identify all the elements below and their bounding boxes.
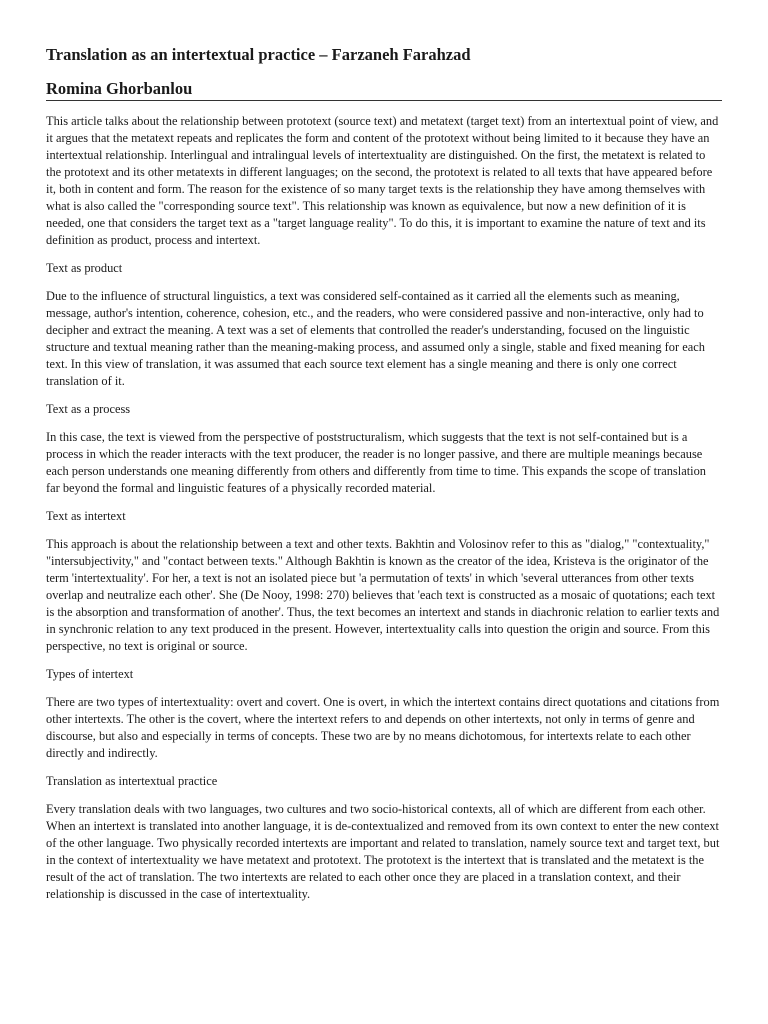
paragraph-text-as-intertext: This approach is about the relationship between a text and other texts. Bakhtin and Volosinov refer to this as "dialog," "contextuality," "intersubjectivity," and "contact between texts." Although Bakhtin is known as the creator of the idea, Kristeva is the originator of the term 'intertextuality'. For her, a text is not an isolated piece but 'a permutation of texts' in which 'several utterances from other texts overlap and neutralize each other'. She (De Nooy, 1998: 270) believes that 'each text is constructed as a mosaic of quotations; each text is the absorption and transformation of another'. Thus, the text becomes an intertext and stands in diachronic relation to earlier texts and in synchronic relation to any text produced in the present. However, intertextuality calls into question the origin and source. From this perspective, no text is original or source. <box>46 537 720 653</box>
paragraph-intro: This article talks about the relationship between prototext (source text) and metatext (target text) from an intertextual point of view, and it argues that the metatext repeats and replicates the form and content of the prototext without being limited to it because they have an intertextual relationship. Interlingual and intralingual levels of intertextuality are distinguished. On the first, the metatext is related to the prototext and its other metatexts in different languages; on the second, the prototext is related to all texts that have appeared before it, both in content and form. The reason for the existence of so many target texts is the relationship they have among themselves with what is also called the "corresponding source text". This relationship was known as equivalence, but now a new definition of it is needed, one that considers the target text as a "target language reality". To do this, it is important to examine the nature of text and its definition as product, process and intertext. <box>46 114 719 247</box>
paragraph-text-as-product: Due to the influence of structural linguistics, a text was considered self-contained as it carried all the elements such as meaning, message, author's intention, coherence, cohesion, etc., and the readers, who were considered passive and non-interactive, only had to decipher and extract the meaning. A text was a set of elements that controlled the reader's understanding, focused on the linguistic structure and textual meaning rather than the meaning-making process, and assumed only a single, stable and fixed meaning for each text. In this view of translation, it was assumed that each source text element has a single meaning and there is only one correct translation of it. <box>46 289 705 388</box>
section-heading-text-as-product: Text as product <box>46 261 123 275</box>
section-heading-text-as-process: Text as a process <box>46 402 131 416</box>
title-divider <box>46 100 722 101</box>
paragraph-text-as-process: In this case, the text is viewed from the perspective of poststructuralism, which suggests that the text is not self-contained but is a process in which the reader interacts with the text producer, the reader is no longer passive, and there are multiple meanings because each person understands one meaning differently from others and differently from time to time. This expands the scope of translation far beyond the formal and linguistic features of a physically recorded material. <box>46 430 706 495</box>
section-heading-types-of-intertext: Types of intertext <box>46 667 134 681</box>
paragraph-translation-practice: Every translation deals with two languages, two cultures and two socio-historical contexts, all of which are different from each other. When an intertext is translated into another language, it is de-contextualized and removed from its own context to enter the new context of the other language. Two physically recorded intertexts are important and related to translation, namely source text and target text, but in the context of intertextuality we have metatext and prototext. The prototext is the intertext that is translated and the metatext is the result of the act of translation. The two intertexts are related to each other once they are placed in a translation context, and their relationship is discussed in the case of intertextuality. <box>46 802 720 901</box>
section-heading-text-as-intertext: Text as intertext <box>46 509 126 523</box>
document-author: Romina Ghorbanlou <box>46 79 193 98</box>
document-title: Translation as an intertextual practice – Farzaneh Farahzad <box>46 45 471 64</box>
section-heading-translation-practice: Translation as intertextual practice <box>46 774 218 788</box>
paragraph-types-of-intertext: There are two types of intertextuality: overt and covert. One is overt, in which the intertext contains direct quotations and citations from other intertexts. The other is the covert, where the intertext refers to and depends on other intertexts, not only in terms of genre and discourse, but also and especially in terms of concepts. These two are by no means dichotomous, for intertexts relate to each other directly and indirectly. <box>46 695 720 760</box>
